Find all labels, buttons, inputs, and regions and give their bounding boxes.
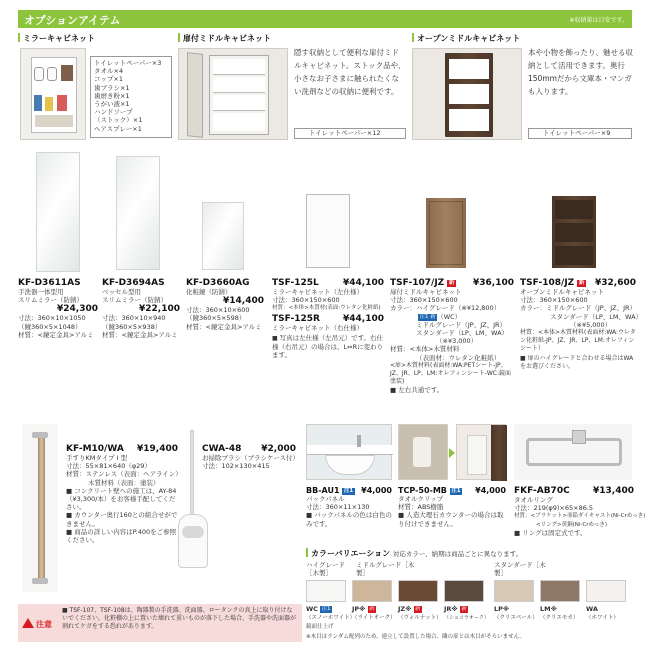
- open-cabinet-photo: [412, 48, 522, 140]
- product-tsf-107: TSF-107/JZ 新 ¥36,100 扉付ミドルキャビネット 寸法：360×150×600 カラー：ハイグレード（※¥12,800） 注1 新 （WC） ミドルグレード（JP、JZ、JR） スタンダード（LP、LM、WA） （※¥3,000） 材質：<本体>木質材料 （表面材：ウレタン化粧紙） <扉>木質材料(表面材:WA:PETシート-JP、JZ、JR、LP、LM:オレフィンシート-WC:鏡面塗装) ■ 左右共通です。: [390, 278, 514, 394]
- product-kf-d3611as: KF-D3611AS 手洗器一体型用 スリムミラー（防錆） ¥24,300 寸法：360×10×1050 （鏡360×5×1048） 材質：<鏡定金具>アルミ: [18, 278, 98, 339]
- swatch-lp: [494, 580, 534, 602]
- color-group-middle: ミドルグレード［木製］: [356, 561, 415, 578]
- color-group-standard: スタンダード［木製］: [494, 561, 546, 578]
- header-bar: [18, 10, 632, 28]
- towel-clip-image-1: [398, 424, 448, 480]
- product-tsf-125: TSF-125L ¥44,100 ミラーキャビネット（左仕様） 寸法：360×150×600 材質：<本体>木質材(表面:ウレタン化粧紙) TSF-125R ¥44,100 ミラーキャビネット（右仕様） ■ 写真は左仕様（左吊元）です。右仕様（右吊元）の場合は、L⇔Rに変わります。: [272, 278, 384, 360]
- tsf-125-image: [306, 194, 350, 268]
- open-cabinet-capacity: トイレットペーパー×9: [528, 128, 632, 139]
- section-title-open: オープンミドルキャビネット: [412, 33, 520, 44]
- towel-clip-image-2: [456, 424, 506, 480]
- product-tsf-108: TSF-108/JZ 新 ¥32,600 オープンミドルキャビネット 寸法：360×150×600 カラー：ミドルグレード（JP、JZ、JR） スタンダード（LP、LM、WA） （※¥5,000） 材質：<本体>木質材料(表面材:WA:ウレタン化粧紙-JP、JZ、JR、LP、LM:オレフィンシート） ■ 扉のハイグレードと合わせる場合はWAをお選びください。: [520, 278, 643, 371]
- door-cabinet-photo: [178, 48, 288, 140]
- section-title-door: 扉付ミドルキャビネット: [178, 33, 271, 44]
- caution-text: ■ TSF-107、TSF-108は、陶器製の手洗器、洗面器、ロータンクの真上に取り付けないでください。化粧棚の上に置いた壊れて重いものが落下した場合、手洗器や洗面器が割れてケガをする恐れがあります。: [62, 607, 297, 630]
- kf-d3660ag-image: [202, 202, 244, 270]
- header-note: ※収納量は目安です。: [569, 17, 628, 24]
- mirror-cabinet-contents: トイレットペーパー×3 タオル×4 コップ×1 歯ブラシ×1 歯磨き粉×1 うがい液×1 ハンドソープ （ストック）×1 ヘアスプレー×1: [90, 56, 172, 138]
- section-title-mirror: ミラーキャビネット: [18, 33, 95, 44]
- door-cabinet-capacity: トイレットペーパー×12: [294, 128, 406, 139]
- swatch-wc: [306, 580, 346, 602]
- swatch-jz: [398, 580, 438, 602]
- product-tcp-50-mb: TCP-50-MB 注1 ¥4,000 タオルクリップ 材質：ABS樹脂 ■ 人造大理石カウンターの場合は取り付けできません。: [398, 486, 506, 528]
- tsf-107-image: [426, 198, 466, 268]
- swatch-label-wa: WA （ホワイト）: [586, 605, 619, 621]
- caution-label: 注意: [36, 620, 52, 629]
- product-kf-m10: KF-M10/WA ¥19,400 手すりKMタイプ I 型 寸法：55×81×640（φ29） 材質：ステンレス（表面：ヘアライン） 木質材料（表面：塗装） ■ コンクリート壁への施工は、AY-84（¥3,300/本）をお客様手配してください。 ■ カウンター奥行160との組合せができません。 ■ 商品の詳しい内容はP.400をご参照ください。: [66, 444, 182, 545]
- swatch-label-jz: JZ※ 新 （ウォルナット）: [398, 605, 442, 621]
- caution-box: [18, 604, 302, 642]
- open-cabinet-desc: 本や小物を飾ったり、魅せる収納として活用できます。奥行150mmだから文庫本・マンガも入ります。: [528, 48, 633, 96]
- color-footnote: ※木目はランダム配列のため、連立して設置した場合、隣の扉とは木目がそろいません。: [306, 634, 526, 640]
- color-variation-title: カラーバリエーション 対応カラー、納期は商品ごとに異なります。: [306, 548, 522, 559]
- mirror-cabinet-photo: [20, 48, 86, 140]
- product-kf-d3694as: KF-D3694AS ベッセル型用 スリムミラー（防錆） ¥22,100 寸法：360×10×940 （鏡360×5×938） 材質：<鏡定金具>アルミ: [102, 278, 180, 339]
- towel-clip-arrow-icon: [449, 448, 455, 458]
- swatch-label-jp: JP※ 新 （ライトオーク）: [352, 605, 396, 621]
- swatch-lm: [540, 580, 580, 602]
- swatch-label-lm: LM※ （クリエモカ）: [540, 605, 579, 621]
- swatch-wa: [586, 580, 626, 602]
- kf-d3611as-image: [36, 152, 80, 272]
- product-bb-au1: BB-AU1 注1 ¥4,000 バックパネル 寸法：360×11×130 ■ バックパネルの色は白色のみです。: [306, 486, 392, 528]
- product-cwa-48: CWA-48 ¥2,000 お掃除ブラシ（ブラシケース付） 寸法：102×130×415: [202, 444, 300, 471]
- kf-d3694as-image: [116, 156, 160, 270]
- swatch-label-jr: JR※ 新 （ショコラオーク）: [444, 605, 489, 621]
- door-cabinet-desc: 隠す収納として便利な扉付ミドルキャビネット。ストック品や、小さなお子さまに触られたくない洗剤などの収納に便利です。: [294, 48, 406, 96]
- caution-icon: [22, 618, 34, 628]
- swatch-jr: [444, 580, 484, 602]
- color-group-high: ハイグレード［木製］: [306, 561, 345, 578]
- tsf-108-image: [552, 196, 596, 268]
- page-title: オプションアイテム: [24, 14, 121, 27]
- product-kf-d3660ag: KF-D3660AG 化粧鏡（防錆） ¥14,400 寸法：360×10×600 （鏡360×5×598） 材質：<鏡定金具>アルミ: [186, 278, 264, 331]
- towel-ring-image: [514, 424, 632, 480]
- swatch-label-lp: LP※ （クリエペール）: [494, 605, 538, 621]
- swatch-label-wc: WC 注1 （スノーホワイト） 鏡面仕上げ: [306, 605, 356, 630]
- swatch-jp: [352, 580, 392, 602]
- back-panel-image: [306, 424, 392, 480]
- product-fkf-ab70c: FKF-AB70C ¥13,400 タオルリング 寸法：219(φ9)×65×86.5 材質：<ブラケット>亜鉛ダイキャスト(Ni-Crめっき) <リング>黄銅(Ni-Crめっき) ■ リングは固定式です。: [514, 486, 646, 537]
- handrail-image: [22, 424, 58, 592]
